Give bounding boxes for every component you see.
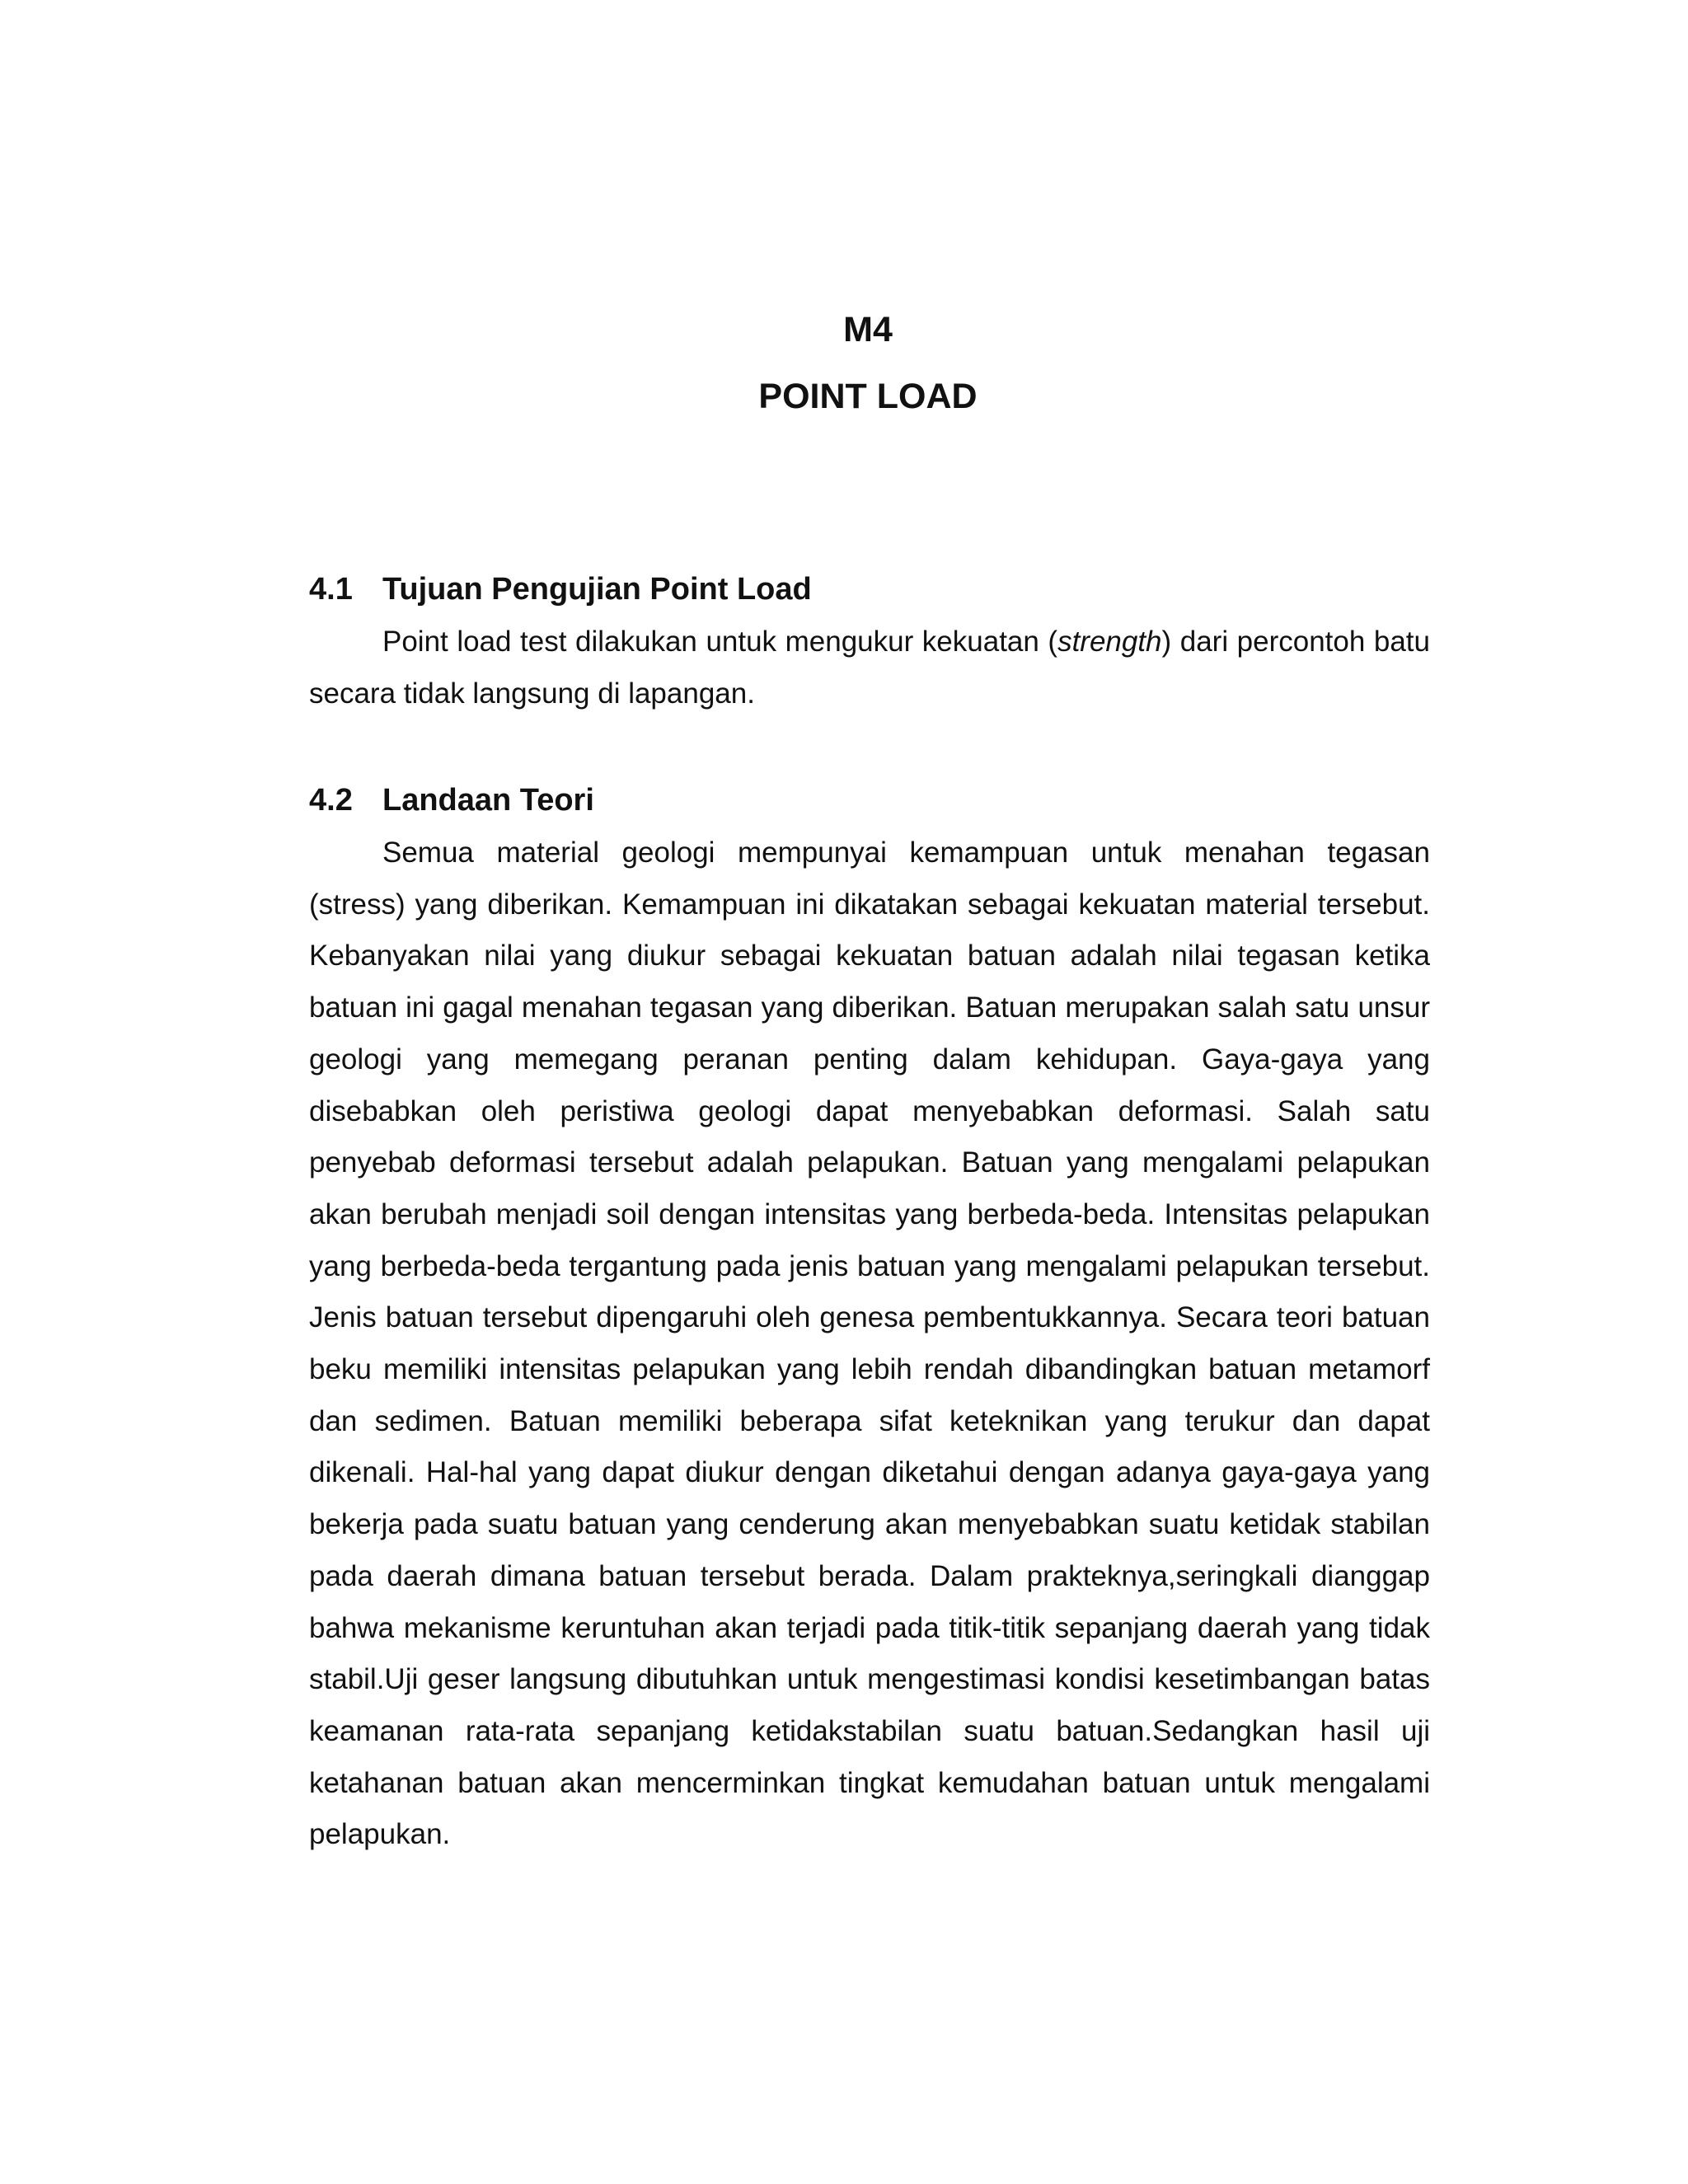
- paragraph-text: Point load test dilakukan untuk mengukur kekuatan (: [382, 626, 1058, 658]
- section-title: Landaan Teori: [382, 783, 594, 818]
- section-landasan-teori: [309, 780, 1430, 1861]
- paragraph-italic-term: strength: [1057, 626, 1162, 658]
- section-number: 4.2: [309, 783, 353, 818]
- section-number: 4.1: [309, 572, 353, 607]
- section-heading: [309, 569, 1430, 610]
- section-paragraph: Semua material geologi mempunyai kemampuan untuk menahan tegasan (stress) yang diberikan. Kemampuan ini dikatakan sebagai kekuatan material tersebut. Kebanyakan nilai yang diukur sebagai kekuatan batuan adalah nilai tegasan ketika batuan ini gagal menahan tegasan yang diberikan. Batuan merupakan salah satu unsur geologi yang memegang peranan penting dalam kehidupan. Gaya-gaya yang disebabkan oleh peristiwa geologi dapat menyebabkan deformasi. Salah satu penyebab deformasi tersebut adalah pelapukan. Batuan yang mengalami pelapukan akan berubah menjadi soil dengan intensitas yang berbeda-beda. Intensitas pelapukan yang berbeda-beda tergantung pada jenis batuan yang mengalami pelapukan tersebut. Jenis batuan tersebut dipengaruhi oleh genesa pembentukkannya. Secara teori batuan beku memiliki intensitas pelapukan yang lebih rendah dibandingkan batuan metamorf dan sedimen. Batuan memiliki beberapa sifat keteknikan yang terukur dan dapat dikenali. Hal-hal yang dapat diukur dengan diketahui dengan adanya gaya-gaya yang bekerja pada suatu batuan yang cenderung akan menyebabkan suatu ketidak stabilan pada daerah dimana batuan tersebut berada. Dalam prakteknya,seringkali dianggap bahwa mekanisme keruntuhan akan terjadi pada titik-titik sepanjang daerah yang tidak stabil.Uji geser langsung dibutuhkan untuk mengestimasi kondisi kesetimbangan batas keamanan rata-rata sepanjang ketidakstabilan suatu batuan.Sedangkan hasil uji ketahanan batuan akan mencerminkan tingkat kemudahan batuan untuk mengalami pelapukan.: [309, 837, 1430, 1851]
- paragraph-text: ) dari percontoh batu secara tidak langsung di lapangan.: [309, 626, 1430, 710]
- section-paragraph: [309, 616, 1430, 719]
- chapter-title: POINT LOAD: [758, 377, 978, 416]
- section-tujuan: [309, 569, 1430, 719]
- section-title: Tujuan Pengujian Point Load: [382, 572, 812, 607]
- chapter-code: M4: [843, 310, 893, 349]
- section-heading: [309, 780, 1430, 821]
